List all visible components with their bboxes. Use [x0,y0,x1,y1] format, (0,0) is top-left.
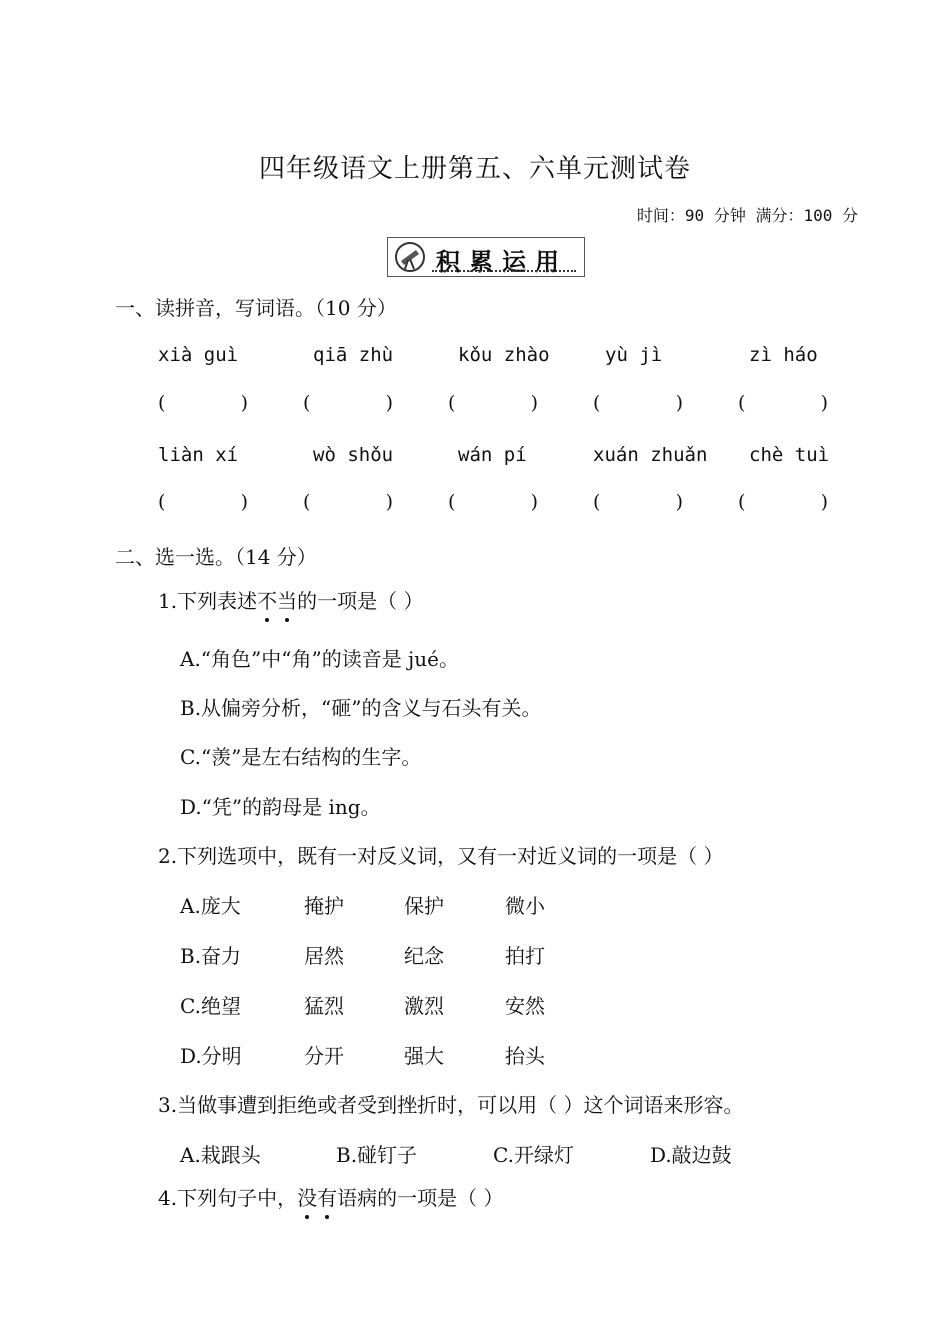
option-item[interactable]: A.栽跟头 [180,1143,261,1167]
exam-meta: 时间：90 分钟 满分：100 分 [636,206,858,225]
answer-blank[interactable]: ( ) [593,392,683,414]
option-item[interactable]: B.从偏旁分析，“砸”的含义与石头有关。 [180,696,542,720]
option-word: 强大 [404,1044,444,1068]
telescope-icon [394,241,426,273]
banner-dotted-rule [432,270,576,272]
option-word: 抬头 [505,1044,545,1068]
answer-blank[interactable]: ( ) [738,392,828,414]
option-word: 居然 [304,944,344,968]
pinyin-item: xià guì [158,344,239,366]
page-title: 四年级语文上册第五、六单元测试卷 [258,154,691,184]
question-2: 2.下列选项中，既有一对反义词，又有一对近义词的一项是（ ） [158,844,724,868]
emphasis-char: 不 [257,585,277,614]
answer-blank[interactable]: ( ) [303,392,393,414]
option-word: 掩护 [304,894,344,918]
banner-label: 积累运用 [436,248,568,276]
option-word: 保护 [404,894,444,918]
pinyin-item: liàn xí [158,444,239,466]
emphasis-char: 没 [297,1182,317,1211]
question-1: 1.下列表述不当的一项是（ ） [158,585,423,614]
option-item[interactable]: C.“羡”是左右结构的生字。 [180,745,422,769]
pinyin-item: zì háo [749,344,818,366]
section-2-heading: 二、选一选。（14 分） [115,545,317,569]
option-word: 微小 [505,894,545,918]
answer-blank[interactable]: ( ) [158,392,248,414]
pinyin-item: kǒu zhào [458,344,550,366]
answer-blank[interactable]: ( ) [738,491,828,513]
option-word: 猛烈 [304,994,344,1018]
answer-blank[interactable]: ( ) [448,491,538,513]
pinyin-item: qiā zhù [313,344,394,366]
section-1-heading: 一、读拼音，写词语。（10 分） [115,296,397,320]
option-word: 拍打 [505,944,545,968]
option-item[interactable]: B.碰钉子 [336,1143,418,1167]
option-word: 分开 [304,1044,344,1068]
pinyin-item: wò shǒu [313,444,394,466]
answer-blank[interactable]: ( ) [303,491,393,513]
option-item[interactable]: A.“角色”中“角”的读音是 jué。 [180,647,459,671]
answer-blank[interactable]: ( ) [158,491,248,513]
emphasis-char: 有 [317,1182,337,1211]
pinyin-item: wán pí [458,444,527,466]
option-word: 安然 [505,994,545,1018]
pinyin-item: yù jì [605,344,663,366]
option-item[interactable]: D.“凭”的韵母是 ing。 [180,795,381,819]
option-item[interactable]: D.敲边鼓 [650,1143,732,1167]
option-word: 激烈 [404,994,444,1018]
option-item[interactable]: C.绝望 [180,994,241,1018]
pinyin-item: xuán zhuǎn [593,444,708,466]
pinyin-item: chè tuì [749,444,830,466]
question-4: 4.下列句子中，没有语病的一项是（ ） [158,1182,503,1211]
option-item[interactable]: A.庞大 [180,894,241,918]
emphasis-char: 当 [277,585,297,614]
option-item[interactable]: C.开绿灯 [493,1143,574,1167]
option-word: 纪念 [404,944,444,968]
option-item[interactable]: B.奋力 [180,944,242,968]
answer-blank[interactable]: ( ) [593,491,683,513]
section-banner [387,237,585,277]
question-3: 3.当做事遭到拒绝或者受到挫折时，可以用（ ）这个词语来形容。 [158,1093,744,1117]
option-item[interactable]: D.分明 [180,1044,242,1068]
answer-blank[interactable]: ( ) [448,392,538,414]
